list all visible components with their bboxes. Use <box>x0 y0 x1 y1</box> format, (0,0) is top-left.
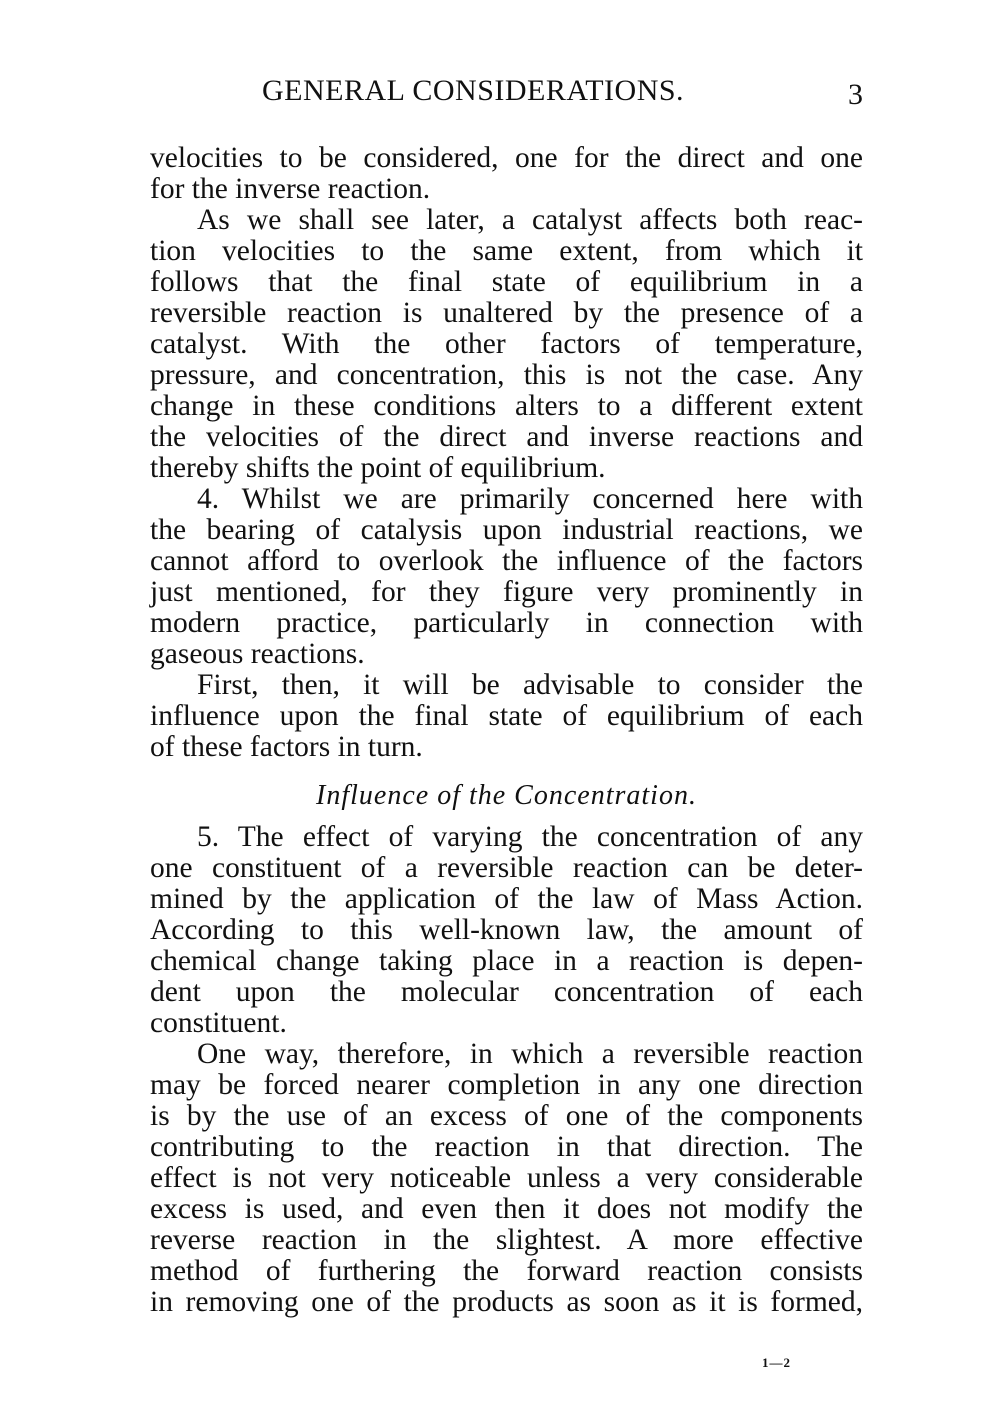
section-heading: Influence of the Concentration. <box>316 780 697 811</box>
text-line: just mentioned, for they figure very prominently in <box>150 576 863 608</box>
text-line: reversible reaction is unaltered by the presence of a <box>150 297 863 329</box>
text-line: follows that the final state of equilibrium in a <box>150 266 863 298</box>
text-line: pressure, and concentration, this is not the case. Any <box>150 359 863 391</box>
text-line: excess is used, and even then it does not modify the <box>150 1193 863 1225</box>
text-line: reverse reaction in the slightest. A more effective <box>150 1224 863 1256</box>
text-line: contributing to the reaction in that direction. The <box>150 1131 863 1163</box>
text-line: First, then, it will be advisable to consider the <box>197 669 863 701</box>
text-line: one constituent of a reversible reaction can be deter- <box>150 852 863 884</box>
text-line: of these factors in turn. <box>150 731 423 763</box>
signature-mark: 1—2 <box>762 1355 791 1370</box>
text-line: is by the use of an excess of one of the components <box>150 1100 863 1132</box>
numbered-paragraph-4: 4. Whilst we are primarily concerned here with <box>197 483 863 515</box>
page-number: 3 <box>848 78 863 111</box>
text-line: One way, therefore, in which a reversible reaction <box>197 1038 863 1070</box>
text-line: for the inverse reaction. <box>150 173 431 205</box>
text-line: As we shall see later, a catalyst affects both reac- <box>197 204 863 236</box>
text-line: modern practice, particularly in connection with <box>150 607 863 639</box>
numbered-paragraph-5: 5. The effect of varying the concentration of any <box>197 821 863 853</box>
text-line: may be forced nearer completion in any one direction <box>150 1069 863 1101</box>
text-line: the velocities of the direct and inverse reactions and <box>150 421 863 453</box>
text-line: gaseous reactions. <box>150 638 365 670</box>
text-line: method of furthering the forward reaction consists <box>150 1255 863 1287</box>
text-line: effect is not very noticeable unless a very considerable <box>150 1162 863 1194</box>
text-line: cannot afford to overlook the influence of the factors <box>150 545 863 577</box>
text-line: dent upon the molecular concentration of each <box>150 976 863 1008</box>
text-line: constituent. <box>150 1007 287 1039</box>
text-line: influence upon the final state of equilibrium of each <box>150 700 863 732</box>
text-line: in removing one of the products as soon as it is formed, <box>150 1286 863 1318</box>
text-line: the bearing of catalysis upon industrial reactions, we <box>150 514 863 546</box>
text-line: mined by the application of the law of Mass Action. <box>150 883 863 915</box>
running-head: GENERAL CONSIDERATIONS. <box>262 74 685 107</box>
text-line: tion velocities to the same extent, from which it <box>150 235 863 267</box>
text-line: velocities to be considered, one for the direct and one <box>150 142 863 174</box>
text-line: According to this well-known law, the amount of <box>150 914 863 946</box>
text-line: thereby shifts the point of equilibrium. <box>150 452 606 484</box>
text-line: catalyst. With the other factors of temperature, <box>150 328 863 360</box>
text-line: chemical change taking place in a reaction is depen- <box>150 945 863 977</box>
page-header <box>150 74 863 114</box>
text-line: change in these conditions alters to a different extent <box>150 390 863 422</box>
